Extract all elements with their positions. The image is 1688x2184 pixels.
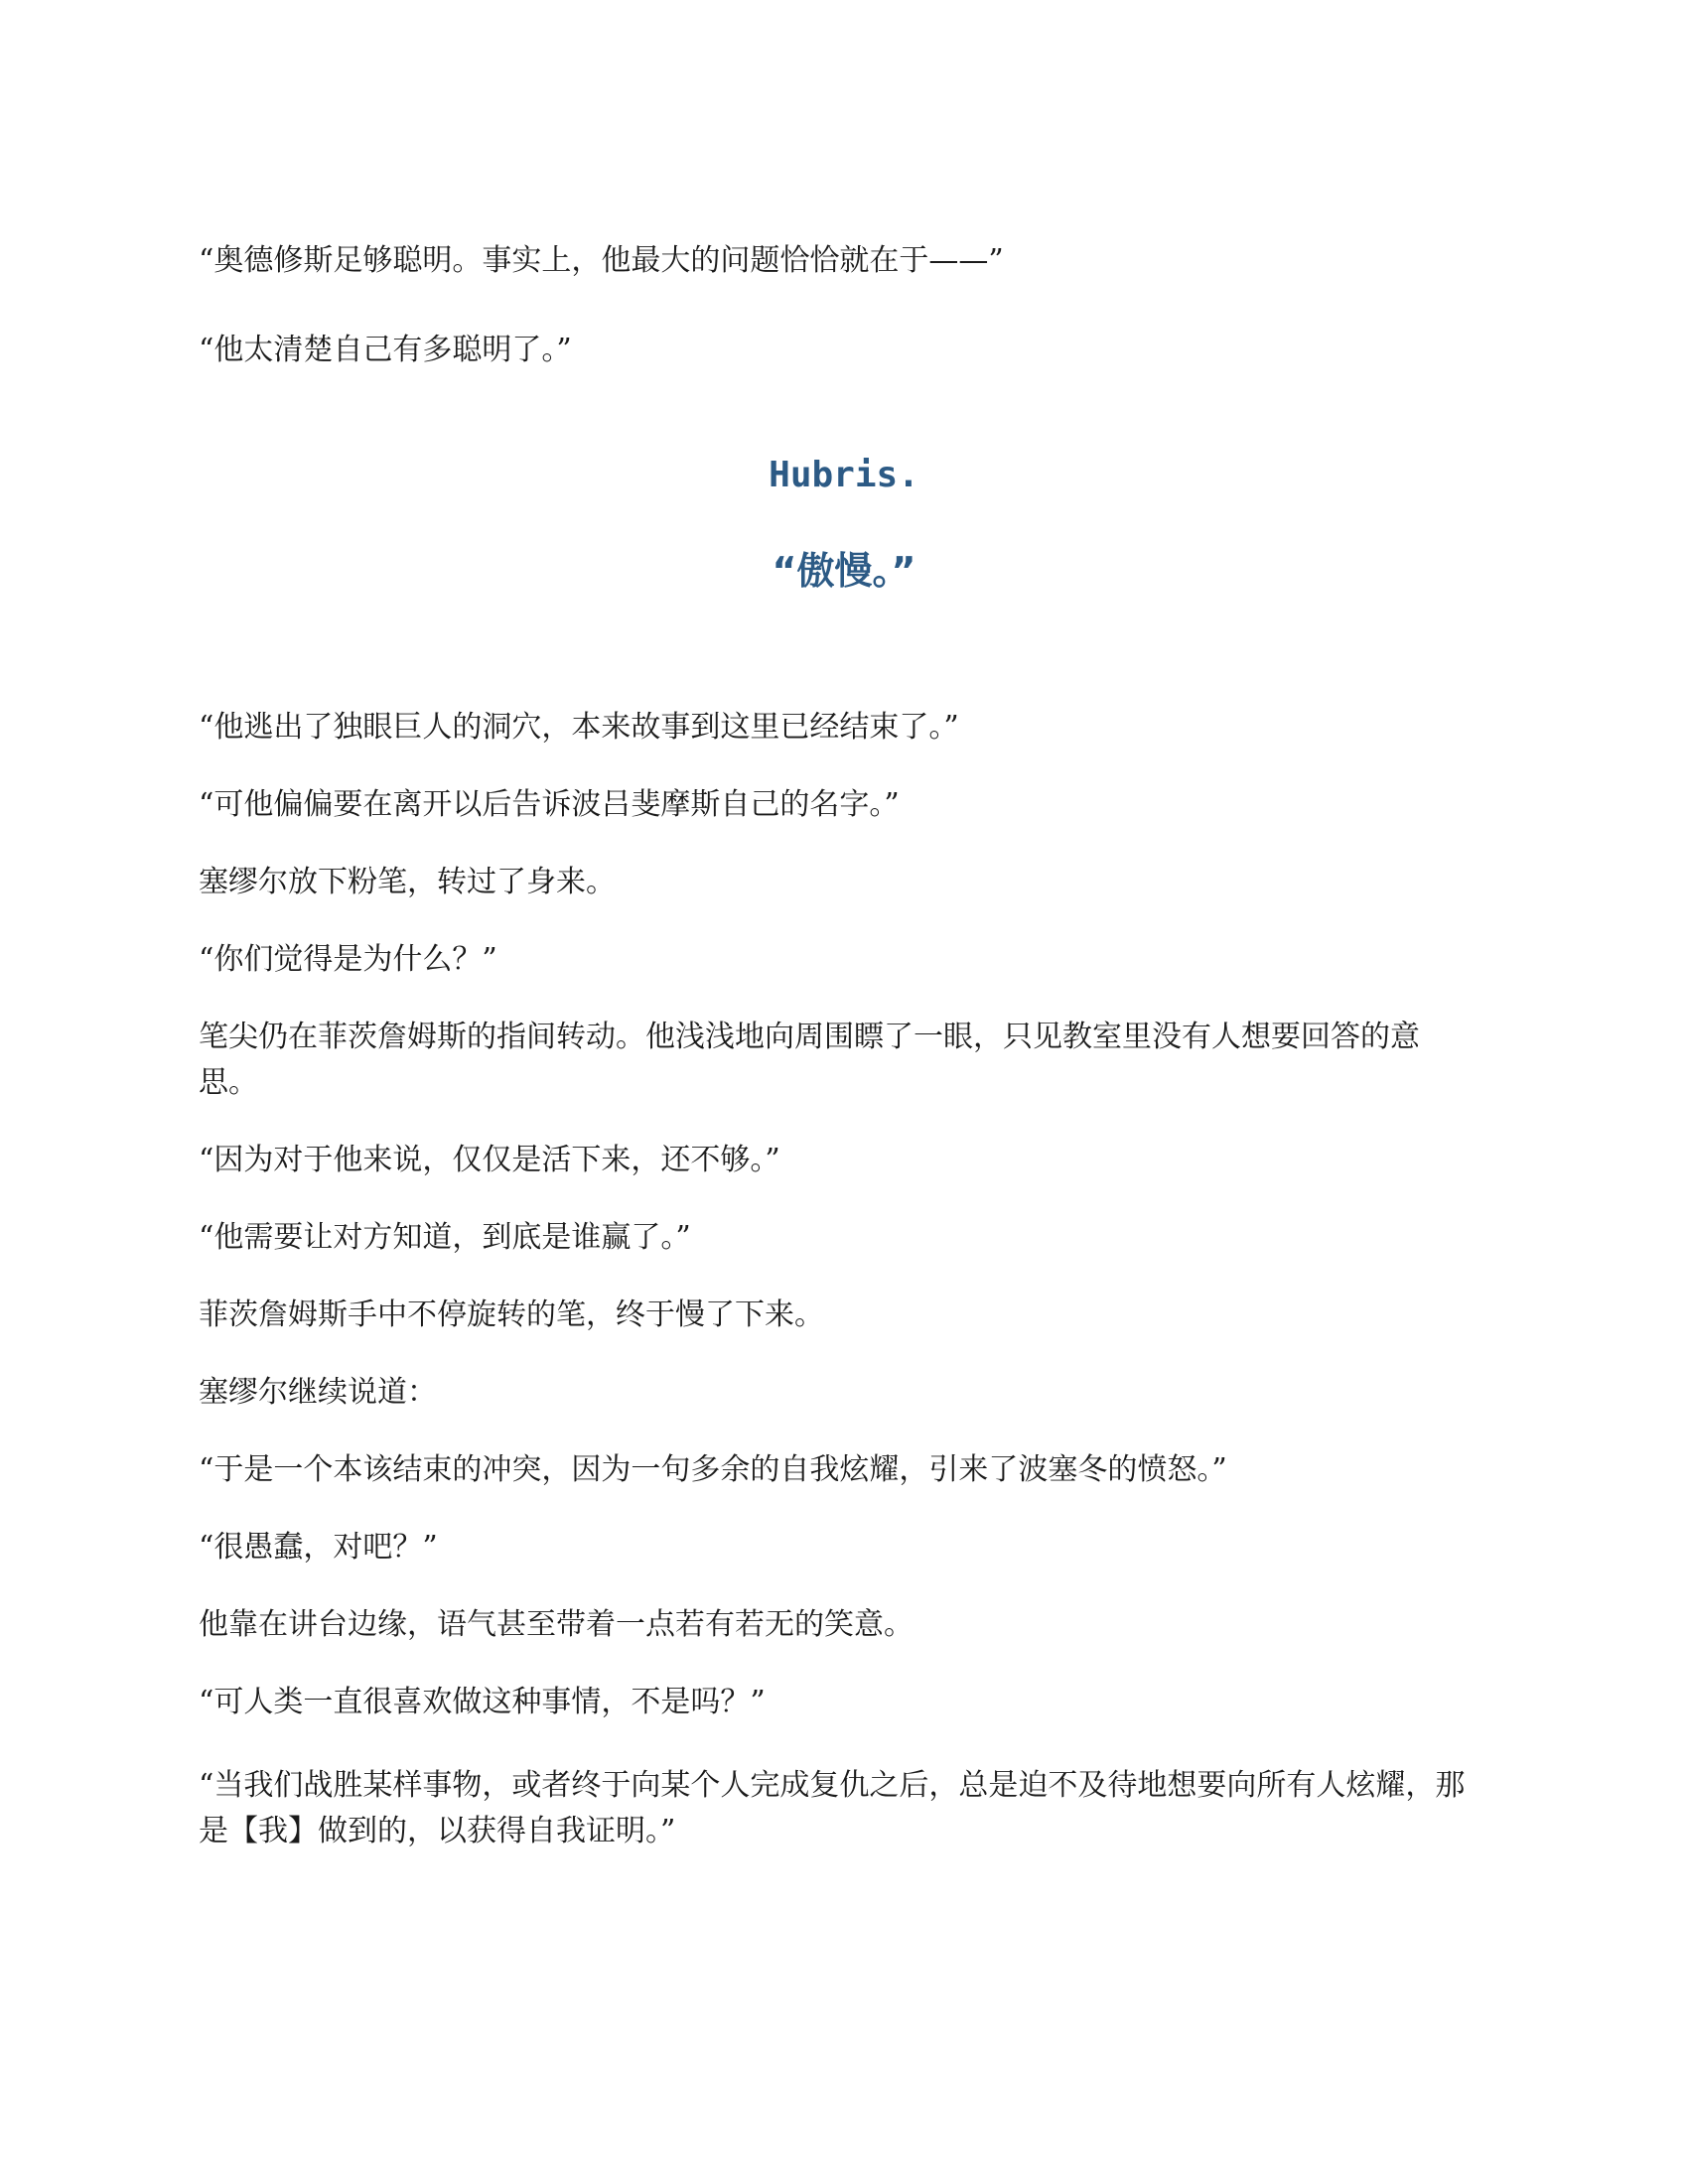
paragraph: “可人类一直很喜欢做这种事情，不是吗？” <box>199 1685 766 1719</box>
paragraph: “他太清楚自己有多聪明了。” <box>199 333 572 367</box>
paragraph: “他逃出了独眼巨人的洞穴，本来故事到这里已经结束了。” <box>199 710 959 745</box>
paragraph: “可他偏偏要在离开以后告诉波吕斐摩斯自己的名字。” <box>199 787 900 822</box>
paragraph: “因为对于他来说，仅仅是活下来，还不够。” <box>199 1143 780 1177</box>
paragraph: 菲茨詹姆斯手中不停旋转的笔，终于慢了下来。 <box>199 1297 824 1332</box>
paragraph: 笔尖仍在菲茨詹姆斯的指间转动。他浅浅地向周围瞟了一眼，只见教室里没有人想要回答的意思。 <box>199 1020 1420 1100</box>
section-heading-english: Hubris. <box>769 455 919 495</box>
paragraph: “于是一个本该结束的冲突，因为一句多余的自我炫耀，引来了波塞冬的愤怒。” <box>199 1452 1227 1487</box>
paragraph: 塞缪尔继续说道： <box>199 1375 437 1410</box>
paragraph: “他需要让对方知道，到底是谁赢了。” <box>199 1220 691 1255</box>
paragraph: 塞缪尔放下粉笔，转过了身来。 <box>199 865 616 899</box>
section-heading-chinese: “傲慢。” <box>772 549 916 593</box>
paragraph: 他靠在讲台边缘，语气甚至带着一点若有若无的笑意。 <box>199 1607 914 1642</box>
paragraph: “很愚蠢，对吧？” <box>199 1530 438 1565</box>
paragraph: “当我们战胜某样事物，或者终于向某个人完成复仇之后，总是迫不及待地想要向所有人炫耀，那是【我】做到的，以获得自我证明。” <box>199 1768 1466 1848</box>
paragraph: “奥德修斯足够聪明。事实上，他最大的问题恰恰就在于——” <box>199 243 1004 278</box>
paragraph: “你们觉得是为什么？” <box>199 942 497 977</box>
